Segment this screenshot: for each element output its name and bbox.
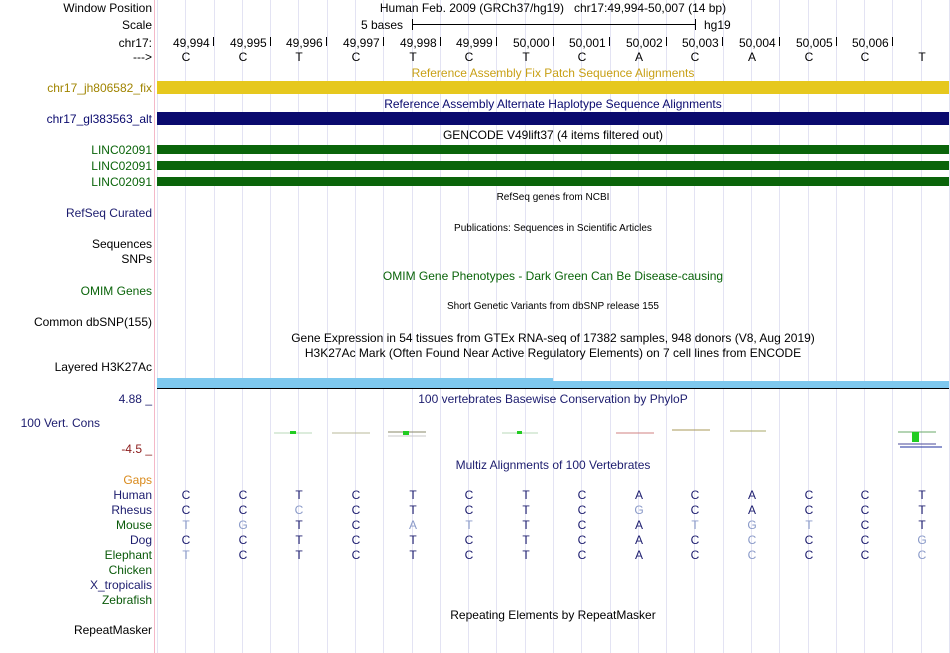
species-label[interactable]: Rhesus [111,503,152,517]
aligned-base: C [804,548,814,562]
phylop-min-label: -4.5 _ [121,442,152,456]
aligned-base: T [295,518,303,532]
fix-patch-label[interactable]: chr17_jh806582_fix [47,81,152,95]
alt-haplotype-track-title: Reference Assembly Alternate Haplotype Sequence Alignments [384,97,722,111]
aligned-base: C [860,533,870,547]
reference-base: A [747,50,756,64]
aligned-base: C [917,548,927,562]
ruler-position-label: 50,000 [513,36,550,50]
reference-base: T [295,50,303,64]
aligned-base: T [295,533,303,547]
ruler-position-label: 50,004 [739,36,776,50]
sequences-label[interactable]: Sequences [91,237,152,251]
aligned-base: A [747,488,756,502]
refseq-curated-label[interactable]: RefSeq Curated [65,206,152,220]
window-position-title: Human Feb. 2009 (GRCh37/hg19) chr17:49,994-50,007 (14 bp) [379,1,727,15]
dbsnp-track-title: Short Genetic Variants from dbSNP release 155 [447,301,659,312]
common-dbsnp-label[interactable]: Common dbSNP(155) [33,315,152,329]
gtex-track-title: Gene Expression in 54 tissues from GTEx RNA-seq of 17382 samples, 948 donors (V8, Aug 2019) [291,331,815,345]
reference-base: C [351,50,361,64]
aligned-base: A [634,548,643,562]
aligned-base: T [295,548,303,562]
aligned-base: T [918,518,926,532]
aligned-base: C [577,503,587,517]
aligned-base: C [238,548,248,562]
phylop-max-label: 4.88 _ [118,392,152,406]
aligned-base: T [465,518,473,532]
species-label[interactable]: Mouse [115,518,152,532]
aligned-base: G [634,503,644,517]
aligned-base: C [690,548,700,562]
gencode-item-label[interactable]: LINC02091 [91,143,152,157]
repeatmasker-track-title: Repeating Elements by RepeatMasker [450,608,656,622]
ruler-position-label: 49,999 [456,36,493,50]
aligned-base: G [238,518,248,532]
phylop-marks [274,430,942,447]
ruler-position-label: 49,994 [173,36,210,50]
aligned-base: C [181,488,191,502]
aligned-base: T [522,548,530,562]
aligned-base: C [804,503,814,517]
chrom-label: chr17: [118,36,152,50]
vert-cons-label[interactable]: 100 Vert. Cons [20,416,100,430]
ruler-position-label: 49,997 [343,36,380,50]
gencode-track-title: GENCODE V49lift37 (4 items filtered out) [442,128,664,142]
aligned-base: C [577,548,587,562]
aligned-base: C [181,503,191,517]
aligned-base: C [747,533,757,547]
reference-base: A [634,50,643,64]
reference-base: C [181,50,191,64]
aligned-base: A [747,503,756,517]
aligned-base: C [464,503,474,517]
window-position-label: Window Position [63,1,152,15]
scale-text: 5 bases [361,18,404,32]
aligned-base: C [577,518,587,532]
ruler-position-label: 49,998 [400,36,437,50]
repeatmasker-label[interactable]: RepeatMasker [73,623,152,637]
reference-base: T [522,50,530,64]
omim-track-title: OMIM Gene Phenotypes - Dark Green Can Be Disease-causing [382,269,724,283]
ruler-position-label: 50,001 [569,36,606,50]
reference-base: C [577,50,587,64]
aligned-base: C [860,548,870,562]
reference-base: C [238,50,248,64]
reference-base: C [690,50,700,64]
ruler-position-label: 50,002 [626,36,663,50]
aligned-base: C [238,533,248,547]
aligned-base: C [351,488,361,502]
aligned-base: C [690,533,700,547]
aligned-base: T [522,488,530,502]
reference-base: C [860,50,870,64]
ruler-position-label: 50,003 [682,36,719,50]
aligned-base: C [804,533,814,547]
aligned-base: C [464,488,474,502]
aligned-base: C [294,503,304,517]
aligned-base: C [860,503,870,517]
gencode-item-label[interactable]: LINC02091 [91,175,152,189]
aligned-base: C [238,503,248,517]
aligned-base: C [464,533,474,547]
aligned-base: C [690,488,700,502]
aligned-base: T [522,533,530,547]
species-label[interactable]: X_tropicalis [89,578,152,592]
h3k27ac-track-title: H3K27Ac Mark (Often Found Near Active Regulatory Elements) on 7 cell lines from ENCODE [304,346,802,360]
multiz-track-title: Multiz Alignments of 100 Vertebrates [455,458,651,472]
aligned-base: T [691,518,699,532]
aligned-base: C [747,548,757,562]
aligned-base: C [351,548,361,562]
aligned-base: C [860,518,870,532]
aligned-base: G [747,518,757,532]
snps-label[interactable]: SNPs [121,252,152,266]
aligned-base: A [634,518,643,532]
fix-patch-track-title: Reference Assembly Fix Patch Sequence Alignments [411,66,695,80]
aligned-base: C [804,488,814,502]
scale-label: Scale [121,18,152,32]
reference-base: C [464,50,474,64]
alt-haplotype-label[interactable]: chr17_gl383563_alt [46,112,152,126]
aligned-base: C [238,488,248,502]
aligned-base: T [409,533,417,547]
aligned-base: T [805,518,813,532]
strand-label: ---> [133,50,152,64]
aligned-base: C [464,548,474,562]
aligned-base: C [690,503,700,517]
aligned-base: C [351,503,361,517]
publications-track-title: Publications: Sequences in Scientific Articles [454,223,652,234]
species-label[interactable]: Elephant [104,548,152,562]
reference-base: T [918,50,926,64]
aligned-base: T [522,503,530,517]
aligned-base: A [408,518,417,532]
aligned-base: T [522,518,530,532]
aligned-base: T [918,488,926,502]
ruler-position-label: 49,996 [286,36,323,50]
reference-base: C [804,50,814,64]
phylop-track-title: 100 vertebrates Basewise Conservation by PhyloP [418,392,688,406]
layered-h3k27ac-label[interactable]: Layered H3K27Ac [54,360,152,374]
aligned-base: A [634,488,643,502]
ruler-position-label: 50,005 [796,36,833,50]
gaps-label[interactable]: Gaps [123,473,152,487]
aligned-base: T [295,488,303,502]
aligned-base: A [634,533,643,547]
ruler-position-label: 50,006 [852,36,889,50]
aligned-base: C [577,488,587,502]
species-label[interactable]: Zebrafish [101,593,152,607]
species-label[interactable]: Chicken [108,563,152,577]
species-label[interactable]: Human [113,488,152,502]
aligned-base: C [860,488,870,502]
aligned-base: T [918,503,926,517]
aligned-base: T [182,548,190,562]
gencode-item-label[interactable]: LINC02091 [91,159,152,173]
species-label[interactable]: Dog [129,533,152,547]
assembly-name: hg19 [704,18,731,32]
aligned-base: C [351,518,361,532]
omim-genes-label[interactable]: OMIM Genes [80,284,152,298]
aligned-base: T [182,518,190,532]
aligned-base: T [409,488,417,502]
aligned-base: C [181,533,191,547]
reference-base: T [409,50,417,64]
aligned-base: C [577,533,587,547]
aligned-base: C [351,533,361,547]
refseq-track-title: RefSeq genes from NCBI [496,192,610,203]
aligned-base: T [409,548,417,562]
aligned-base: G [917,533,927,547]
aligned-base: T [409,503,417,517]
ruler-position-label: 49,995 [230,36,267,50]
